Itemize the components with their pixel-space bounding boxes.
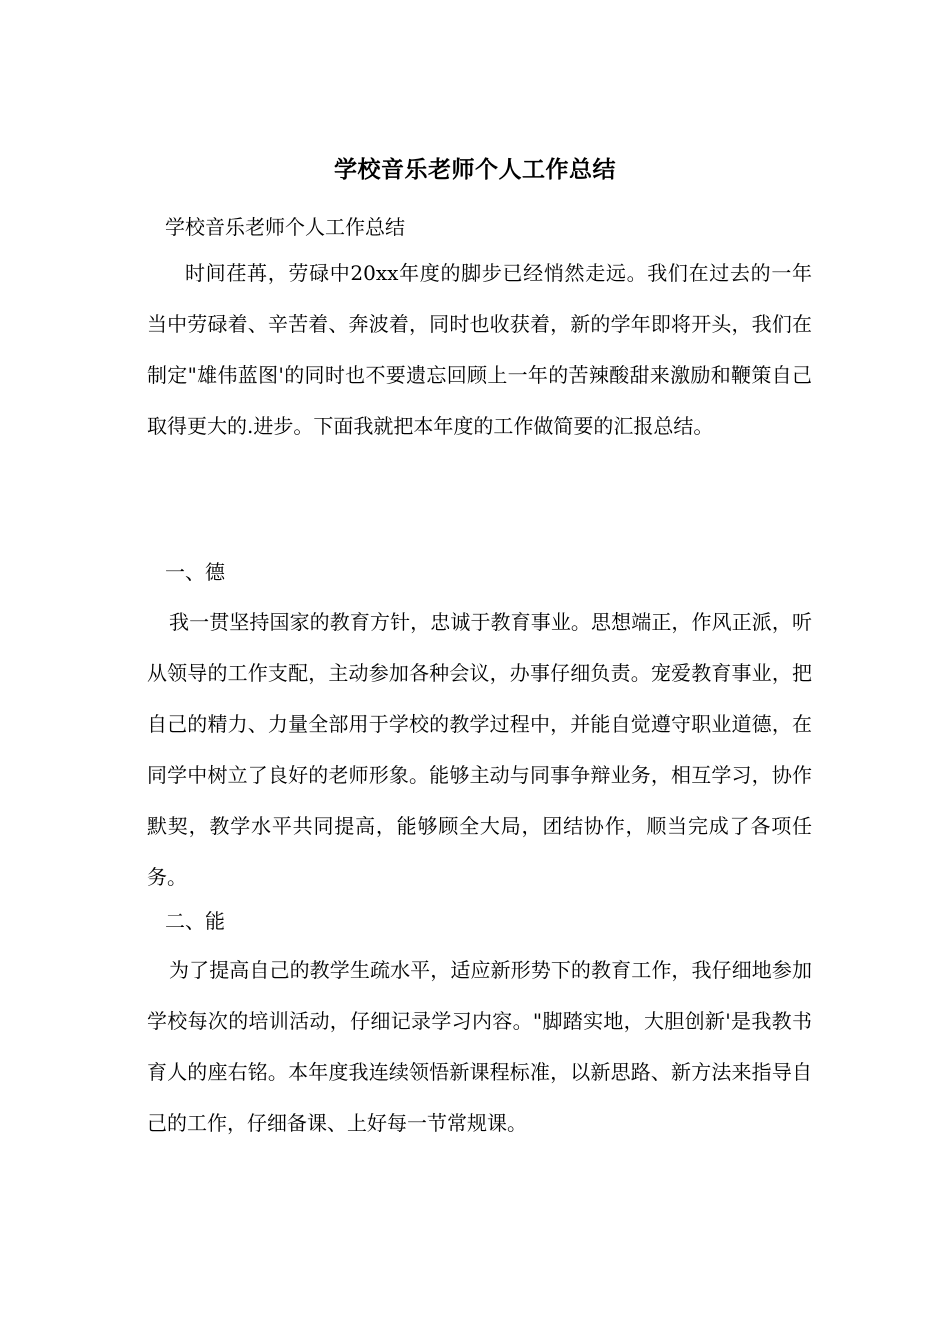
section-paragraph-ability: 为了提高自己的教学生疏水平，适应新形势下的教育工作，我仔细地参加学校每次的培训活动，仔细记录学习内容。"脚踏实地，大胆创新'是我教书育人的座右铭。本年度我连续领悟新课程标准，以新思路、新方法来指导自己的工作，仔细备课、上好每一节常规课。 xyxy=(147,958,812,1135)
section-paragraph-morality: 我一贯坚持国家的教育方针，忠诚于教育事业。思想端正，作风正派，听从领导的工作支配，主动参加各种会议，办事仔细负责。宠爱教育事业，把自己的精力、力量全部用于学校的教学过程中，并能自觉遵守职业道德，在同学中树立了良好的老师形象。能够主动与同事争辩业务，相互学习，协作默契，教学水平共同提高，能够顾全大局，团结协作，顺当完成了各项任务。 xyxy=(147,610,812,889)
document-subtitle: 学校音乐老师个人工作总结 xyxy=(165,215,405,239)
document-title: 学校音乐老师个人工作总结 xyxy=(334,156,616,183)
section-heading-ability: 二、能 xyxy=(165,909,225,933)
intro-paragraph: 时间荏苒，劳碌中20xx年度的脚步已经悄然走远。我们在过去的一年当中劳碌着、辛苦着、奔波着，同时也收获着，新的学年即将开头，我们在制定"雄伟蓝图'的同时也不要遗忘回顾上一年的苦辣酸甜来激励和鞭策自己取得更大的.进步。下面我就把本年度的工作做简要的汇报总结。 xyxy=(147,261,812,438)
section-heading-morality: 一、德 xyxy=(165,560,225,584)
